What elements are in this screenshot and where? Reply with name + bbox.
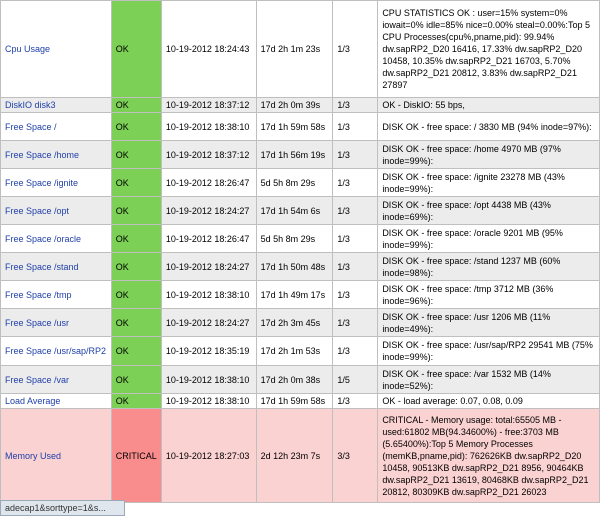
status-information-cell: DISK OK - free space: /stand 1237 MB (60% inode=98%): xyxy=(378,253,600,281)
status-cell: OK xyxy=(111,98,161,113)
attempt-cell: 1/5 xyxy=(333,366,378,394)
status-cell: CRITICAL xyxy=(111,409,161,503)
last-check-cell: 10-19-2012 18:38:10 xyxy=(161,394,256,409)
last-check-cell: 10-19-2012 18:26:47 xyxy=(161,225,256,253)
status-information-cell: DISK OK - free space: /oracle 9201 MB (95% inode=99%): xyxy=(378,225,600,253)
status-cell: OK xyxy=(111,366,161,394)
service-name-link[interactable]: Cpu Usage xyxy=(1,1,112,98)
last-check-cell: 10-19-2012 18:35:19 xyxy=(161,337,256,366)
last-check-cell: 10-19-2012 18:38:10 xyxy=(161,281,256,309)
duration-cell: 17d 1h 49m 17s xyxy=(256,281,333,309)
status-information-cell: DISK OK - free space: /home 4970 MB (97% inode=99%): xyxy=(378,141,600,169)
service-name-link[interactable]: Free Space /home xyxy=(1,141,112,169)
attempt-cell: 1/3 xyxy=(333,1,378,98)
duration-cell: 17d 1h 56m 19s xyxy=(256,141,333,169)
status-information-cell: DISK OK - free space: /ignite 23278 MB (43% inode=99%): xyxy=(378,169,600,197)
service-name-link[interactable]: Free Space /usr xyxy=(1,309,112,337)
attempt-cell: 1/3 xyxy=(333,197,378,225)
duration-cell: 17d 1h 50m 48s xyxy=(256,253,333,281)
table-row xyxy=(1,337,600,366)
service-name-link[interactable]: Load Average xyxy=(1,394,112,409)
status-cell: OK xyxy=(111,197,161,225)
status-cell: OK xyxy=(111,337,161,366)
status-information-cell: CPU STATISTICS OK : user=15% system=0% iowait=0% idle=85% nice=0.00% steal=0.00%:Top 5 CPU Processes(cpu%,pname,pid): 99.94% dw.sapRP2_D20 16416, 17.33% dw.sapRP2_D20 10458, 10.35% dw.sapRP2_D21 16703, 5.70% dw.sapRP2_D21 20812, 3.83% dw.sapRP2_D21 27897 xyxy=(378,1,600,98)
attempt-cell: 1/3 xyxy=(333,253,378,281)
duration-cell: 2d 12h 23m 7s xyxy=(256,409,333,503)
attempt-cell: 1/3 xyxy=(333,169,378,197)
status-cell: OK xyxy=(111,141,161,169)
status-cell: OK xyxy=(111,394,161,409)
attempt-cell: 1/3 xyxy=(333,98,378,113)
last-check-cell: 10-19-2012 18:38:10 xyxy=(161,366,256,394)
status-cell: OK xyxy=(111,281,161,309)
last-check-cell: 10-19-2012 18:26:47 xyxy=(161,169,256,197)
service-name-link[interactable]: Free Space /opt xyxy=(1,197,112,225)
status-information-cell: DISK OK - free space: /opt 4438 MB (43% inode=69%): xyxy=(378,197,600,225)
duration-cell: 17d 2h 3m 45s xyxy=(256,309,333,337)
last-check-cell: 10-19-2012 18:24:27 xyxy=(161,253,256,281)
status-cell: OK xyxy=(111,309,161,337)
attempt-cell: 3/3 xyxy=(333,409,378,503)
attempt-cell: 1/3 xyxy=(333,225,378,253)
service-name-link[interactable]: Free Space /stand xyxy=(1,253,112,281)
table-row xyxy=(1,98,600,113)
service-name-link[interactable]: Memory Used xyxy=(1,409,112,503)
status-url: adecap1&sorttype=1&s... xyxy=(5,503,106,513)
service-name-link[interactable]: Free Space /ignite xyxy=(1,169,112,197)
table-row xyxy=(1,141,600,169)
status-information-cell: DISK OK - free space: /usr 1206 MB (11% inode=49%): xyxy=(378,309,600,337)
table-row xyxy=(1,409,600,503)
status-cell: OK xyxy=(111,1,161,98)
attempt-cell: 1/3 xyxy=(333,141,378,169)
browser-status-bar xyxy=(0,500,125,516)
service-name-link[interactable]: Free Space / xyxy=(1,113,112,141)
table-row xyxy=(1,113,600,141)
status-cell: OK xyxy=(111,225,161,253)
duration-cell: 5d 5h 8m 29s xyxy=(256,169,333,197)
status-information-cell: DISK OK - free space: /usr/sap/RP2 29541 MB (75% inode=99%): xyxy=(378,337,600,366)
status-information-cell: CRITICAL - Memory usage: total:65505 MB - used:61802 MB(94.34600%) - free:3703 MB (5.65400%):Top 5 Memory Processes (memKB,pname,pid): 762626KB dw.sapRP2_D20 10458, 90513KB dw.sapRP2_D21 8956, 90464KB dw.sapRP2_D21 13619, 80468KB dw.sapRP2_D21 20812, 80309KB dw.sapRP2_D21 26023 xyxy=(378,409,600,503)
last-check-cell: 10-19-2012 18:38:10 xyxy=(161,113,256,141)
table-row xyxy=(1,197,600,225)
status-information-cell: DISK OK - free space: / 3830 MB (94% inode=97%): xyxy=(378,113,600,141)
service-name-link[interactable]: DiskIO disk3 xyxy=(1,98,112,113)
attempt-cell: 1/3 xyxy=(333,309,378,337)
duration-cell: 17d 2h 0m 39s xyxy=(256,98,333,113)
table-row xyxy=(1,169,600,197)
status-information-cell: OK - load average: 0.07, 0.08, 0.09 xyxy=(378,394,600,409)
table-row xyxy=(1,253,600,281)
attempt-cell: 1/3 xyxy=(333,394,378,409)
duration-cell: 17d 2h 1m 23s xyxy=(256,1,333,98)
table-row xyxy=(1,366,600,394)
duration-cell: 17d 1h 59m 58s xyxy=(256,113,333,141)
table-row xyxy=(1,309,600,337)
service-name-link[interactable]: Free Space /oracle xyxy=(1,225,112,253)
status-information-cell: DISK OK - free space: /var 1532 MB (14% inode=52%): xyxy=(378,366,600,394)
duration-cell: 17d 2h 1m 53s xyxy=(256,337,333,366)
table-row xyxy=(1,1,600,98)
service-name-link[interactable]: Free Space /var xyxy=(1,366,112,394)
duration-cell: 17d 2h 0m 38s xyxy=(256,366,333,394)
last-check-cell: 10-19-2012 18:24:43 xyxy=(161,1,256,98)
last-check-cell: 10-19-2012 18:27:03 xyxy=(161,409,256,503)
last-check-cell: 10-19-2012 18:37:12 xyxy=(161,141,256,169)
table-row xyxy=(1,281,600,309)
last-check-cell: 10-19-2012 18:24:27 xyxy=(161,309,256,337)
duration-cell: 17d 1h 59m 58s xyxy=(256,394,333,409)
last-check-cell: 10-19-2012 18:24:27 xyxy=(161,197,256,225)
status-information-cell: DISK OK - free space: /tmp 3712 MB (36% inode=96%): xyxy=(378,281,600,309)
table-row xyxy=(1,225,600,253)
duration-cell: 17d 1h 54m 6s xyxy=(256,197,333,225)
service-name-link[interactable]: Free Space /usr/sap/RP2 xyxy=(1,337,112,366)
status-cell: OK xyxy=(111,113,161,141)
last-check-cell: 10-19-2012 18:37:12 xyxy=(161,98,256,113)
attempt-cell: 1/3 xyxy=(333,337,378,366)
status-information-cell: OK - DiskIO: 55 bps, xyxy=(378,98,600,113)
status-cell: OK xyxy=(111,169,161,197)
service-name-link[interactable]: Free Space /tmp xyxy=(1,281,112,309)
attempt-cell: 1/3 xyxy=(333,113,378,141)
status-cell: OK xyxy=(111,253,161,281)
attempt-cell: 1/3 xyxy=(333,281,378,309)
duration-cell: 5d 5h 8m 29s xyxy=(256,225,333,253)
table-row xyxy=(1,394,600,409)
